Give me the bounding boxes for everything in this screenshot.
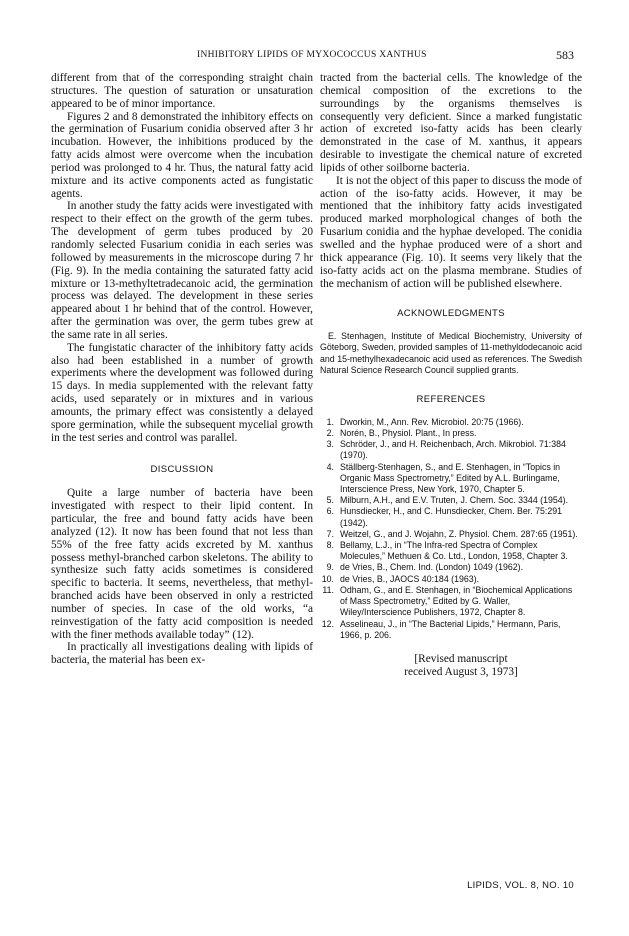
reference-item <box>320 585 582 619</box>
revision-line: received August 3, 1973] <box>404 665 518 678</box>
body-paragraph: In practically all investigations dealing with lipids of bacteria, the material has been ex- <box>51 641 313 667</box>
reference-text: Dworkin, M., Ann. Rev. Microbiol. 20:75 (1966). <box>340 416 524 427</box>
reference-text: Hunsdiecker, H., and C. Hunsdiecker, Chem. Ber. 75:291 (1942). <box>340 506 562 528</box>
reference-item <box>320 462 582 496</box>
reference-number: 4. <box>326 461 334 472</box>
reference-item <box>320 574 582 585</box>
reference-text: Asselineau, J., in “The Bacterial Lipids,” Hermann, Paris, 1966, p. 206. <box>340 618 561 640</box>
reference-text: Schröder, J., and H. Reichenbach, Arch. Mikrobiol. 71:384 (1970). <box>340 439 566 461</box>
reference-number: 10. <box>321 573 334 584</box>
body-paragraph: different from that of the corresponding straight chain structures. The question of saturation or unsaturation appeared to be of minor importance. <box>51 72 313 110</box>
reference-text: Milburn, A.H., and E.V. Truten, J. Chem. Soc. 3344 (1954). <box>340 495 569 506</box>
reference-text: Norén, B., Physiol. Plant., In press. <box>340 428 477 439</box>
references-heading: REFERENCES <box>416 394 486 405</box>
reference-item <box>320 540 582 562</box>
body-paragraph: tracted from the bacterial cells. The knowledge of the chemical composition of the excretions to the surroundings by the organisms themselves is consequently very deficient. Since a marked fungistatic action of excreted iso-fatty acids has been clearly demonstrated in the case of M. xanthus, it appears desirable to investigate the chemical nature of excreted lipids of other soilborne bacteria. <box>320 72 582 174</box>
reference-number: 12. <box>321 618 334 629</box>
reference-item <box>320 619 582 641</box>
body-paragraph: The fungistatic character of the inhibitory fatty acids also had been established in a number of growth experiments where the development was followed during 15 days. In media supplemented with the relevant fatty acids, used separately or in mixtures and in various amounts, the primary effect was consistently a delayed spore germination, while the subsequent mycelial growth in the test series and control was parallel. <box>51 341 313 444</box>
reference-number: 3. <box>326 439 334 450</box>
acknowledgments-heading: ACKNOWLEDGMENTS <box>397 308 505 320</box>
reference-number: 1. <box>326 416 334 427</box>
right-column <box>320 72 582 679</box>
body-paragraph: Figures 2 and 8 demonstrated the inhibitory effects on the germination of Fusarium conidia observed after 3 hr incubation. However, the inhibitions produced by the fatty acids almost were overcome when the incubation period was prolonged to 4 hr. Thus, the natural fatty acid mixture and its active components acted as fungistatic agents. <box>51 110 313 200</box>
reference-text: de Vries, B., Chem. Ind. (London) 1049 (1962). <box>340 562 524 573</box>
revision-note <box>320 653 582 679</box>
page-number: 583 <box>556 48 574 62</box>
reference-number: 5. <box>326 495 334 506</box>
reference-item <box>320 417 582 428</box>
reference-text: Weitzel, G., and J. Wojahn, Z. Physiol. Chem. 287:65 (1951). <box>340 528 578 539</box>
page-header <box>0 50 629 68</box>
reference-text: Bellamy, L.J., in “The Infra-red Spectra of Complex Molecules,” Methuen & Co. Ltd., London, 1958, Chapter 3. <box>340 540 568 562</box>
body-paragraph: Quite a large number of bacteria have been investigated with respect to their lipid content. In particular, the free and bound fatty acids have been analyzed (12). It now has been found that not less than 55% of the free fatty acids excreted by M. xanthus possess methyl-branched carbon skeletons. The ability to synthesize such fatty acids sometimes is considered specific to bacteria. It seems, nevertheless, that methyl-branched acids have been observed in only a restricted number of species. In case of the old works, “a reinvestigation of the fatty acid composition is needed with the finer methods available today” (12). <box>51 487 313 641</box>
reference-number: 8. <box>326 540 334 551</box>
reference-text: Odham, G., and E. Stenhagen, in “Biochemical Applications of Mass Spectrometry,” Edited by G. Waller, Wiley/Interscience Publishers, 1972, Chapter 8. <box>340 584 573 618</box>
reference-text: Ställberg-Stenhagen, S., and E. Stenhagen, in “Topics in Organic Mass Spectrometry,” Edited by A.L. Burlingame, Interscience Press, New York, 1970, Chapter 5. <box>340 461 561 495</box>
reference-number: 2. <box>326 428 334 439</box>
reference-item <box>320 428 582 439</box>
reference-number: 11. <box>322 584 334 595</box>
body-paragraph: In another study the fatty acids were investigated with respect to their effect on the growth of the germ tubes. The development of germ tubes produced by 20 randomly selected Fusarium conidia in each series was followed by measurements in the microscope during 7 hr (Fig. 9). In the media containing the saturated fatty acid mixture or 13-methyltetradecanoic acid, the germination process was delayed. The development in these series appeared about 1 hr behind that of the control. However, after the germination was over, the germ tubes grew at the same rate in all series. <box>51 200 313 341</box>
running-title: INHIBITORY LIPIDS OF MYXOCOCCUS XANTHUS <box>197 50 427 60</box>
reference-item <box>320 562 582 573</box>
reference-text: de Vries, B., JAOCS 40:184 (1963). <box>340 573 480 584</box>
discussion-heading: DISCUSSION <box>150 464 214 476</box>
body-paragraph: It is not the object of this paper to discuss the mode of action of the iso-fatty acids. However, it may be mentioned that the inhibitory fatty acids investigated produced marked morphological changes of both the Fusarium conidia and the hyphae developed. The conidia swelled and the hyphae produced were of a short and thick appearance (Fig. 10). It seems very likely that the iso-fatty acids act on the plasma membrane. Studies of the mechanism of action will be published elsewhere. <box>320 174 582 290</box>
reference-list <box>320 417 582 641</box>
reference-item <box>320 439 582 461</box>
left-column <box>51 72 313 667</box>
reference-number: 7. <box>326 528 334 539</box>
reference-item <box>320 495 582 506</box>
journal-footer: LIPIDS, VOL. 8, NO. 10 <box>467 880 574 891</box>
revision-line: [Revised manuscript <box>414 652 508 665</box>
acknowledgments-text: E. Stenhagen, Institute of Medical Biochemistry, University of Göteborg, Sweden, provided samples of 11-methyldodecanoic acid and 15-methylhexadecanoic acid used as references. The Swedish Natural Science Research Council supplied grants. <box>320 331 582 375</box>
reference-item <box>320 529 582 540</box>
reference-number: 6. <box>326 506 334 517</box>
reference-number: 9. <box>326 562 334 573</box>
reference-item <box>320 506 582 528</box>
